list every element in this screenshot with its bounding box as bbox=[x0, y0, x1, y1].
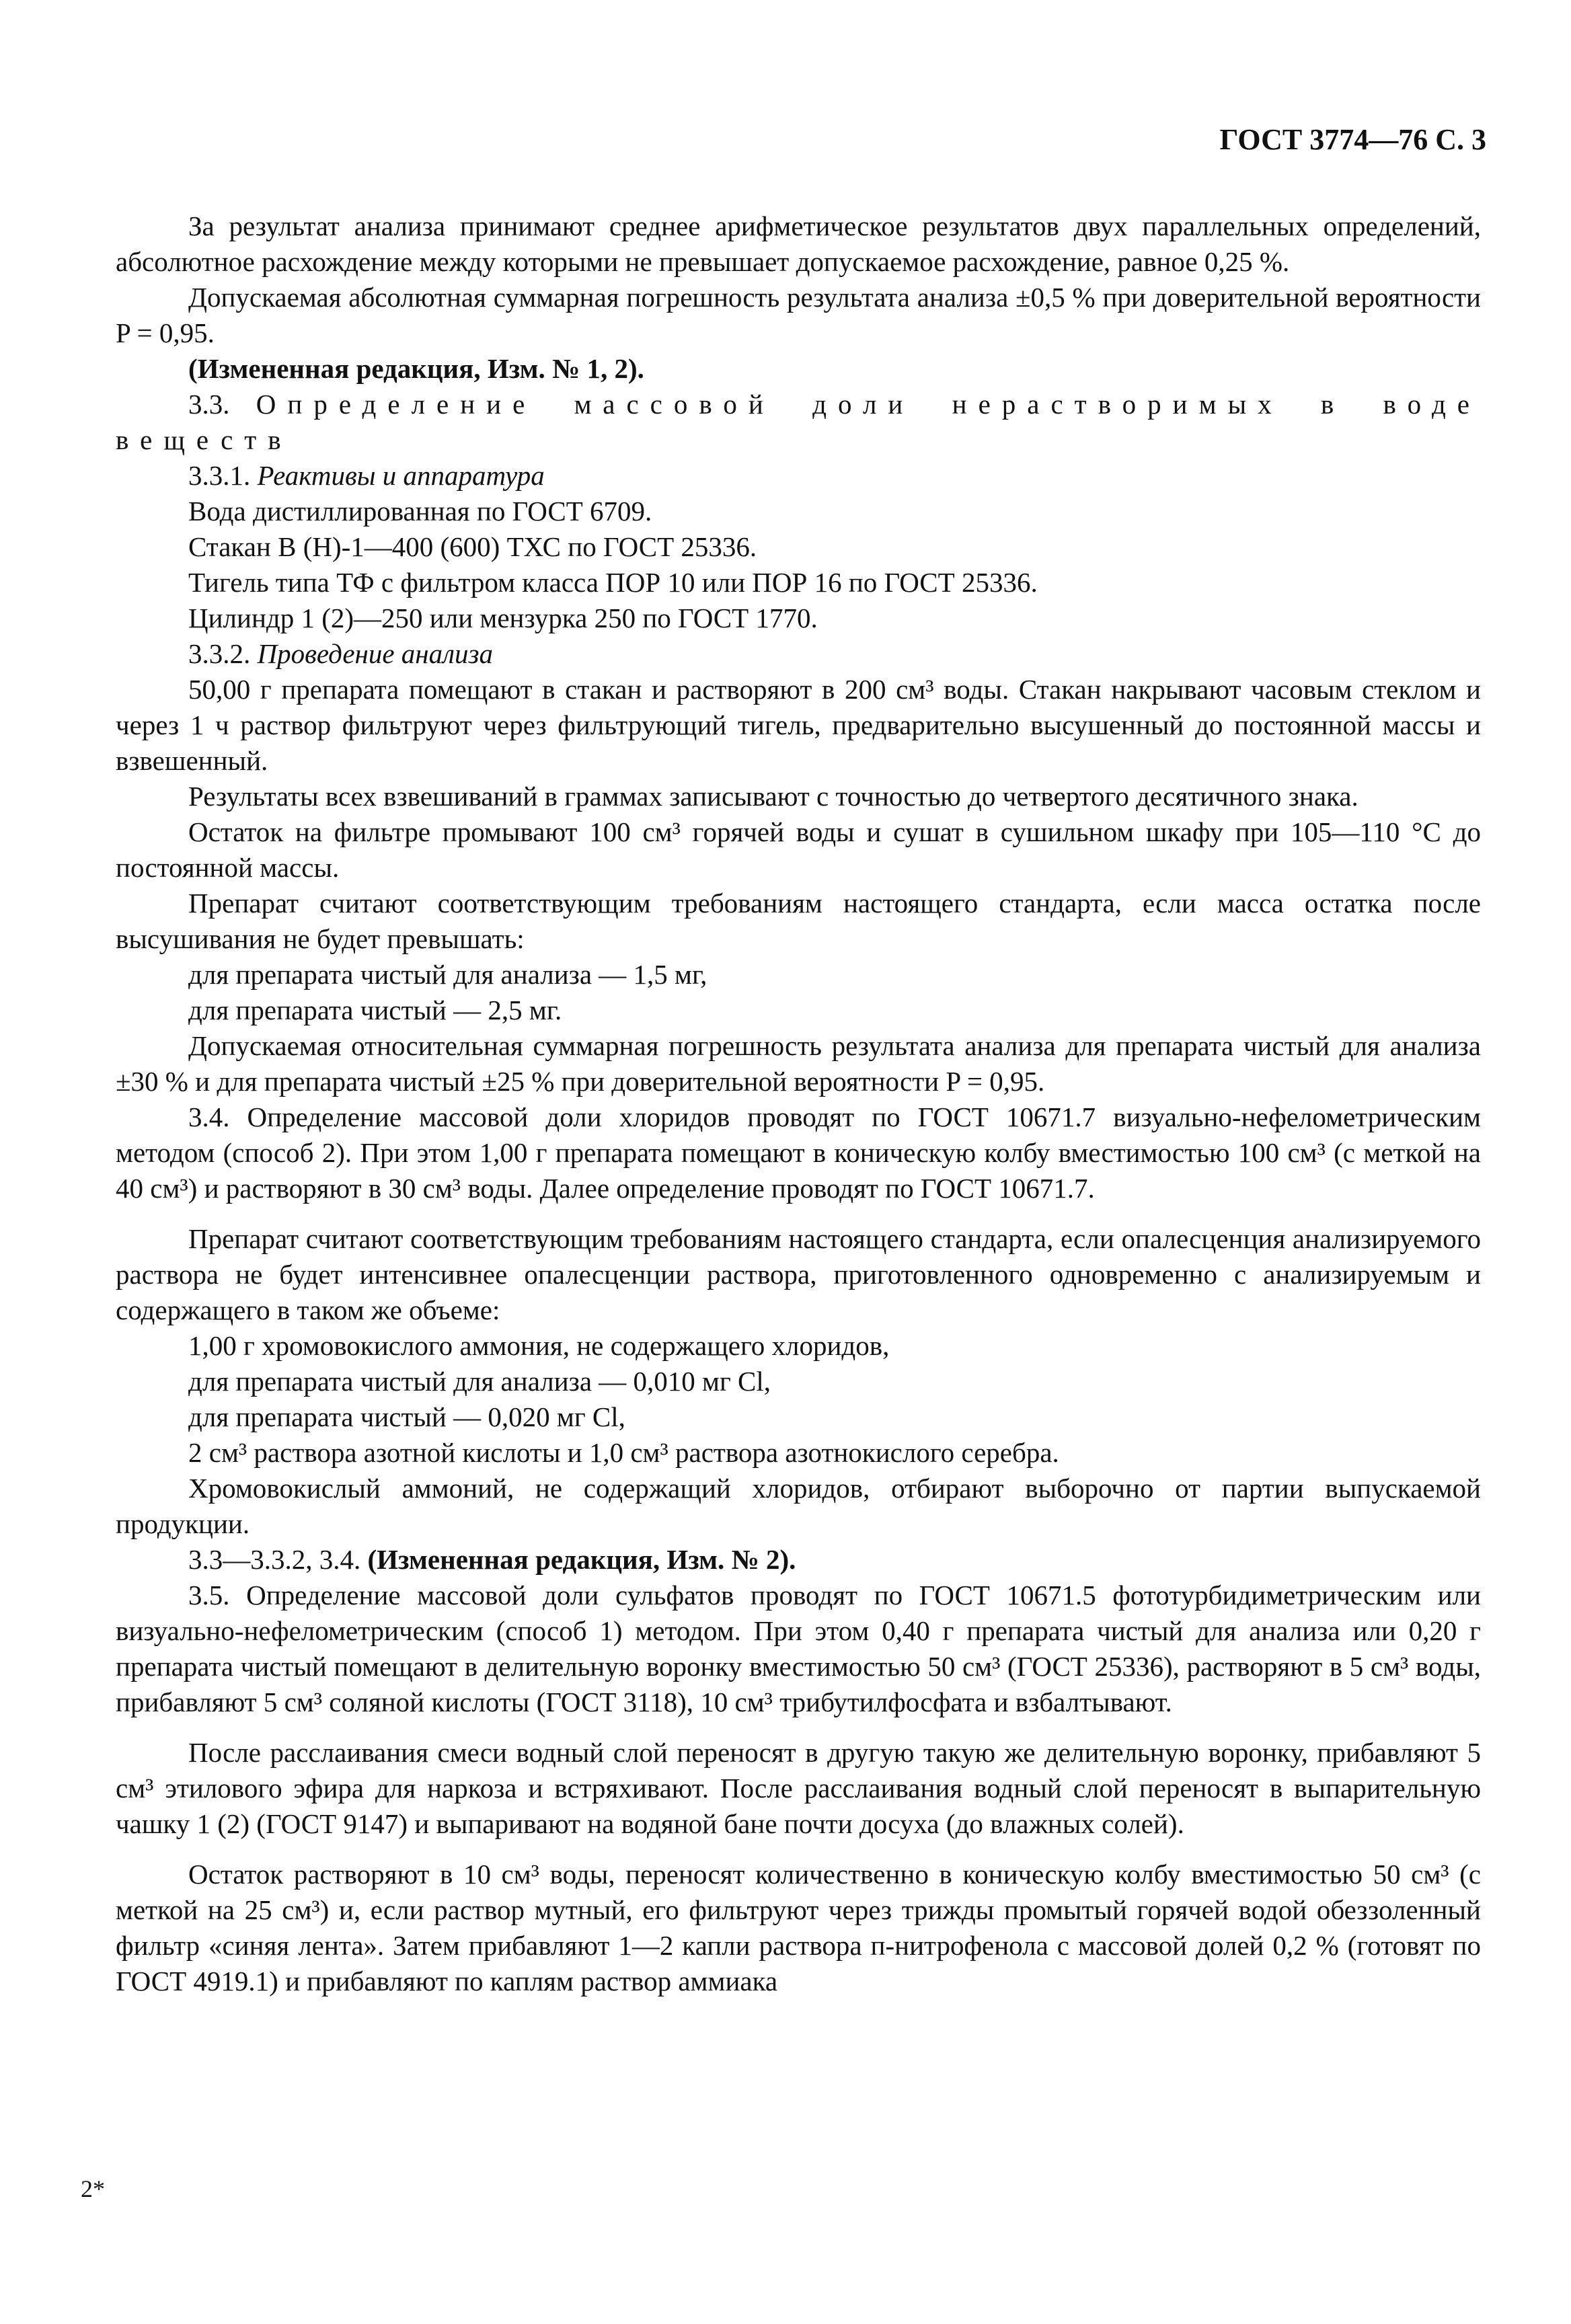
list-item: для препарата чистый для анализа — 0,010 мг Cl, bbox=[188, 1366, 771, 1397]
paragraph: Допускаемая абсолютная суммарная погрешность результата анализа ±0,5 % при доверительной вероятности P = 0,95. bbox=[116, 282, 1481, 348]
list-item: Вода дистиллированная по ГОСТ 6709. bbox=[188, 496, 652, 527]
paragraph: Препарат считают соответствующим требованиям настоящего стандарта, если опалесценция анализируемого раствора не будет интенсивнее опалесценции раствора, приготовленного одновременно с анализируемым и содержащего в таком же объеме: bbox=[116, 1223, 1481, 1325]
list-item: 2 см³ раствора азотной кислоты и 1,0 см³ раствора азотнокислого серебра. bbox=[188, 1437, 1059, 1468]
amendment-text: (Измененная редакция, Изм. № 2). bbox=[367, 1544, 796, 1575]
section-number: 3.3—3.3.2, 3.4. bbox=[188, 1544, 361, 1575]
list-item: Цилиндр 1 (2)—250 или мензурка 250 по ГОСТ 1770. bbox=[188, 603, 818, 633]
list-item: Тигель типа ТФ с фильтром класса ПОР 10 или ПОР 16 по ГОСТ 25336. bbox=[188, 567, 1038, 598]
page-header: ГОСТ 3774—76 С. 3 bbox=[1219, 123, 1486, 156]
list-item: для препарата чистый — 0,020 мг Cl, bbox=[188, 1401, 625, 1432]
section-title: Проведение анализа bbox=[257, 638, 494, 669]
amendment-note bbox=[116, 1542, 1481, 1578]
paragraph: Результаты всех взвешиваний в граммах записывают с точностью до четвертого десятичного знака. bbox=[188, 781, 1358, 812]
subsection-heading-3-3-1 bbox=[116, 458, 1481, 494]
paragraph: Допускаемая относительная суммарная погрешность результата анализа для препарата чистый для анализа ±30 % и для препарата чистый ±25 % при доверительной вероятности P = 0,95. bbox=[116, 1030, 1481, 1097]
list-item: 1,00 г хромовокислого аммония, не содержащего хлоридов, bbox=[188, 1330, 890, 1361]
list-item: для препарата чистый для анализа — 1,5 мг, bbox=[188, 959, 707, 990]
paragraph: За результат анализа принимают среднее арифметическое результатов двух параллельных определений, абсолютное расхождение между которыми не превышает допускаемое расхождение, равное 0,25 %. bbox=[116, 210, 1481, 277]
paragraph: Остаток на фильтре промывают 100 см³ горячей воды и сушат в сушильном шкафу при 105—110 °С до постоянной массы. bbox=[116, 816, 1481, 883]
section-title: Определение массовой доли нерастворимых в воде веществ bbox=[116, 389, 1481, 455]
list-item: Стакан В (Н)-1—400 (600) ТХС по ГОСТ 25336. bbox=[188, 531, 757, 562]
subsection-heading-3-3-2 bbox=[116, 636, 1481, 672]
page-footer-mark: 2* bbox=[81, 2175, 105, 2202]
section-heading-3-3 bbox=[116, 387, 1481, 458]
paragraph: После расслаивания смеси водный слой переносят в другую такую же делительную воронку, прибавляют 5 см³ этилового эфира для наркоза и встряхивают. После расслаивания водный слой переносят в выпарительную чашку 1 (2) (ГОСТ 9147) и выпаривают на водяной бане почти досуха (до влажных солей). bbox=[116, 1737, 1481, 1839]
section-title: Реактивы и аппаратура bbox=[257, 460, 545, 491]
paragraph: 50,00 г препарата помещают в стакан и растворяют в 200 см³ воды. Стакан накрывают часовым стеклом и через 1 ч раствор фильтруют через фильтрующий тигель, предварительно высушенный до постоянной массы и взвешенный. bbox=[116, 674, 1481, 776]
amendment-note: (Измененная редакция, Изм. № 1, 2). bbox=[188, 353, 644, 384]
paragraph-3-4: 3.4. Определение массовой доли хлоридов проводят по ГОСТ 10671.7 визуально-нефелометрическим методом (способ 2). При этом 1,00 г препарата помещают в коническую колбу вместимостью 100 см³ (с меткой на 40 см³) и растворяют в 30 см³ воды. Далее определение проводят по ГОСТ 10671.7. bbox=[116, 1101, 1481, 1204]
section-number: 3.3.1. bbox=[188, 460, 251, 491]
section-number: 3.3.2. bbox=[188, 638, 251, 669]
paragraph: Хромовокислый аммоний, не содержащий хлоридов, отбирают выборочно от партии выпускаемой продукции. bbox=[116, 1473, 1481, 1539]
document-body bbox=[116, 208, 1481, 1999]
paragraph-3-5: 3.5. Определение массовой доли сульфатов проводят по ГОСТ 10671.5 фототурбидиметрическим или визуально-нефелометрическим (способ 1) методом. При этом 0,40 г препарата чистый для анализа или 0,20 г препарата чистый помещают в делительную воронку вместимостью 50 см³ (ГОСТ 25336), растворяют в 5 см³ воды, прибавляют 5 см³ соляной кислоты (ГОСТ 3118), 10 см³ трибутилфосфата и взбалтывают. bbox=[116, 1580, 1481, 1717]
section-number: 3.3. bbox=[188, 389, 230, 420]
paragraph: Остаток растворяют в 10 см³ воды, переносят количественно в коническую колбу вместимостью 50 см³ (с меткой на 25 см³) и, если раствор мутный, его фильтруют через трижды промытый горячей водой обеззоленный фильтр «синяя лента». Затем прибавляют 1—2 капли раствора п-нитрофенола с массовой долей 0,2 % (готовят по ГОСТ 4919.1) и прибавляют по каплям раствор аммиака bbox=[116, 1859, 1481, 1997]
paragraph: Препарат считают соответствующим требованиям настоящего стандарта, если масса остатка после высушивания не будет превышать: bbox=[116, 888, 1481, 954]
list-item: для препарата чистый — 2,5 мг. bbox=[188, 995, 562, 1025]
